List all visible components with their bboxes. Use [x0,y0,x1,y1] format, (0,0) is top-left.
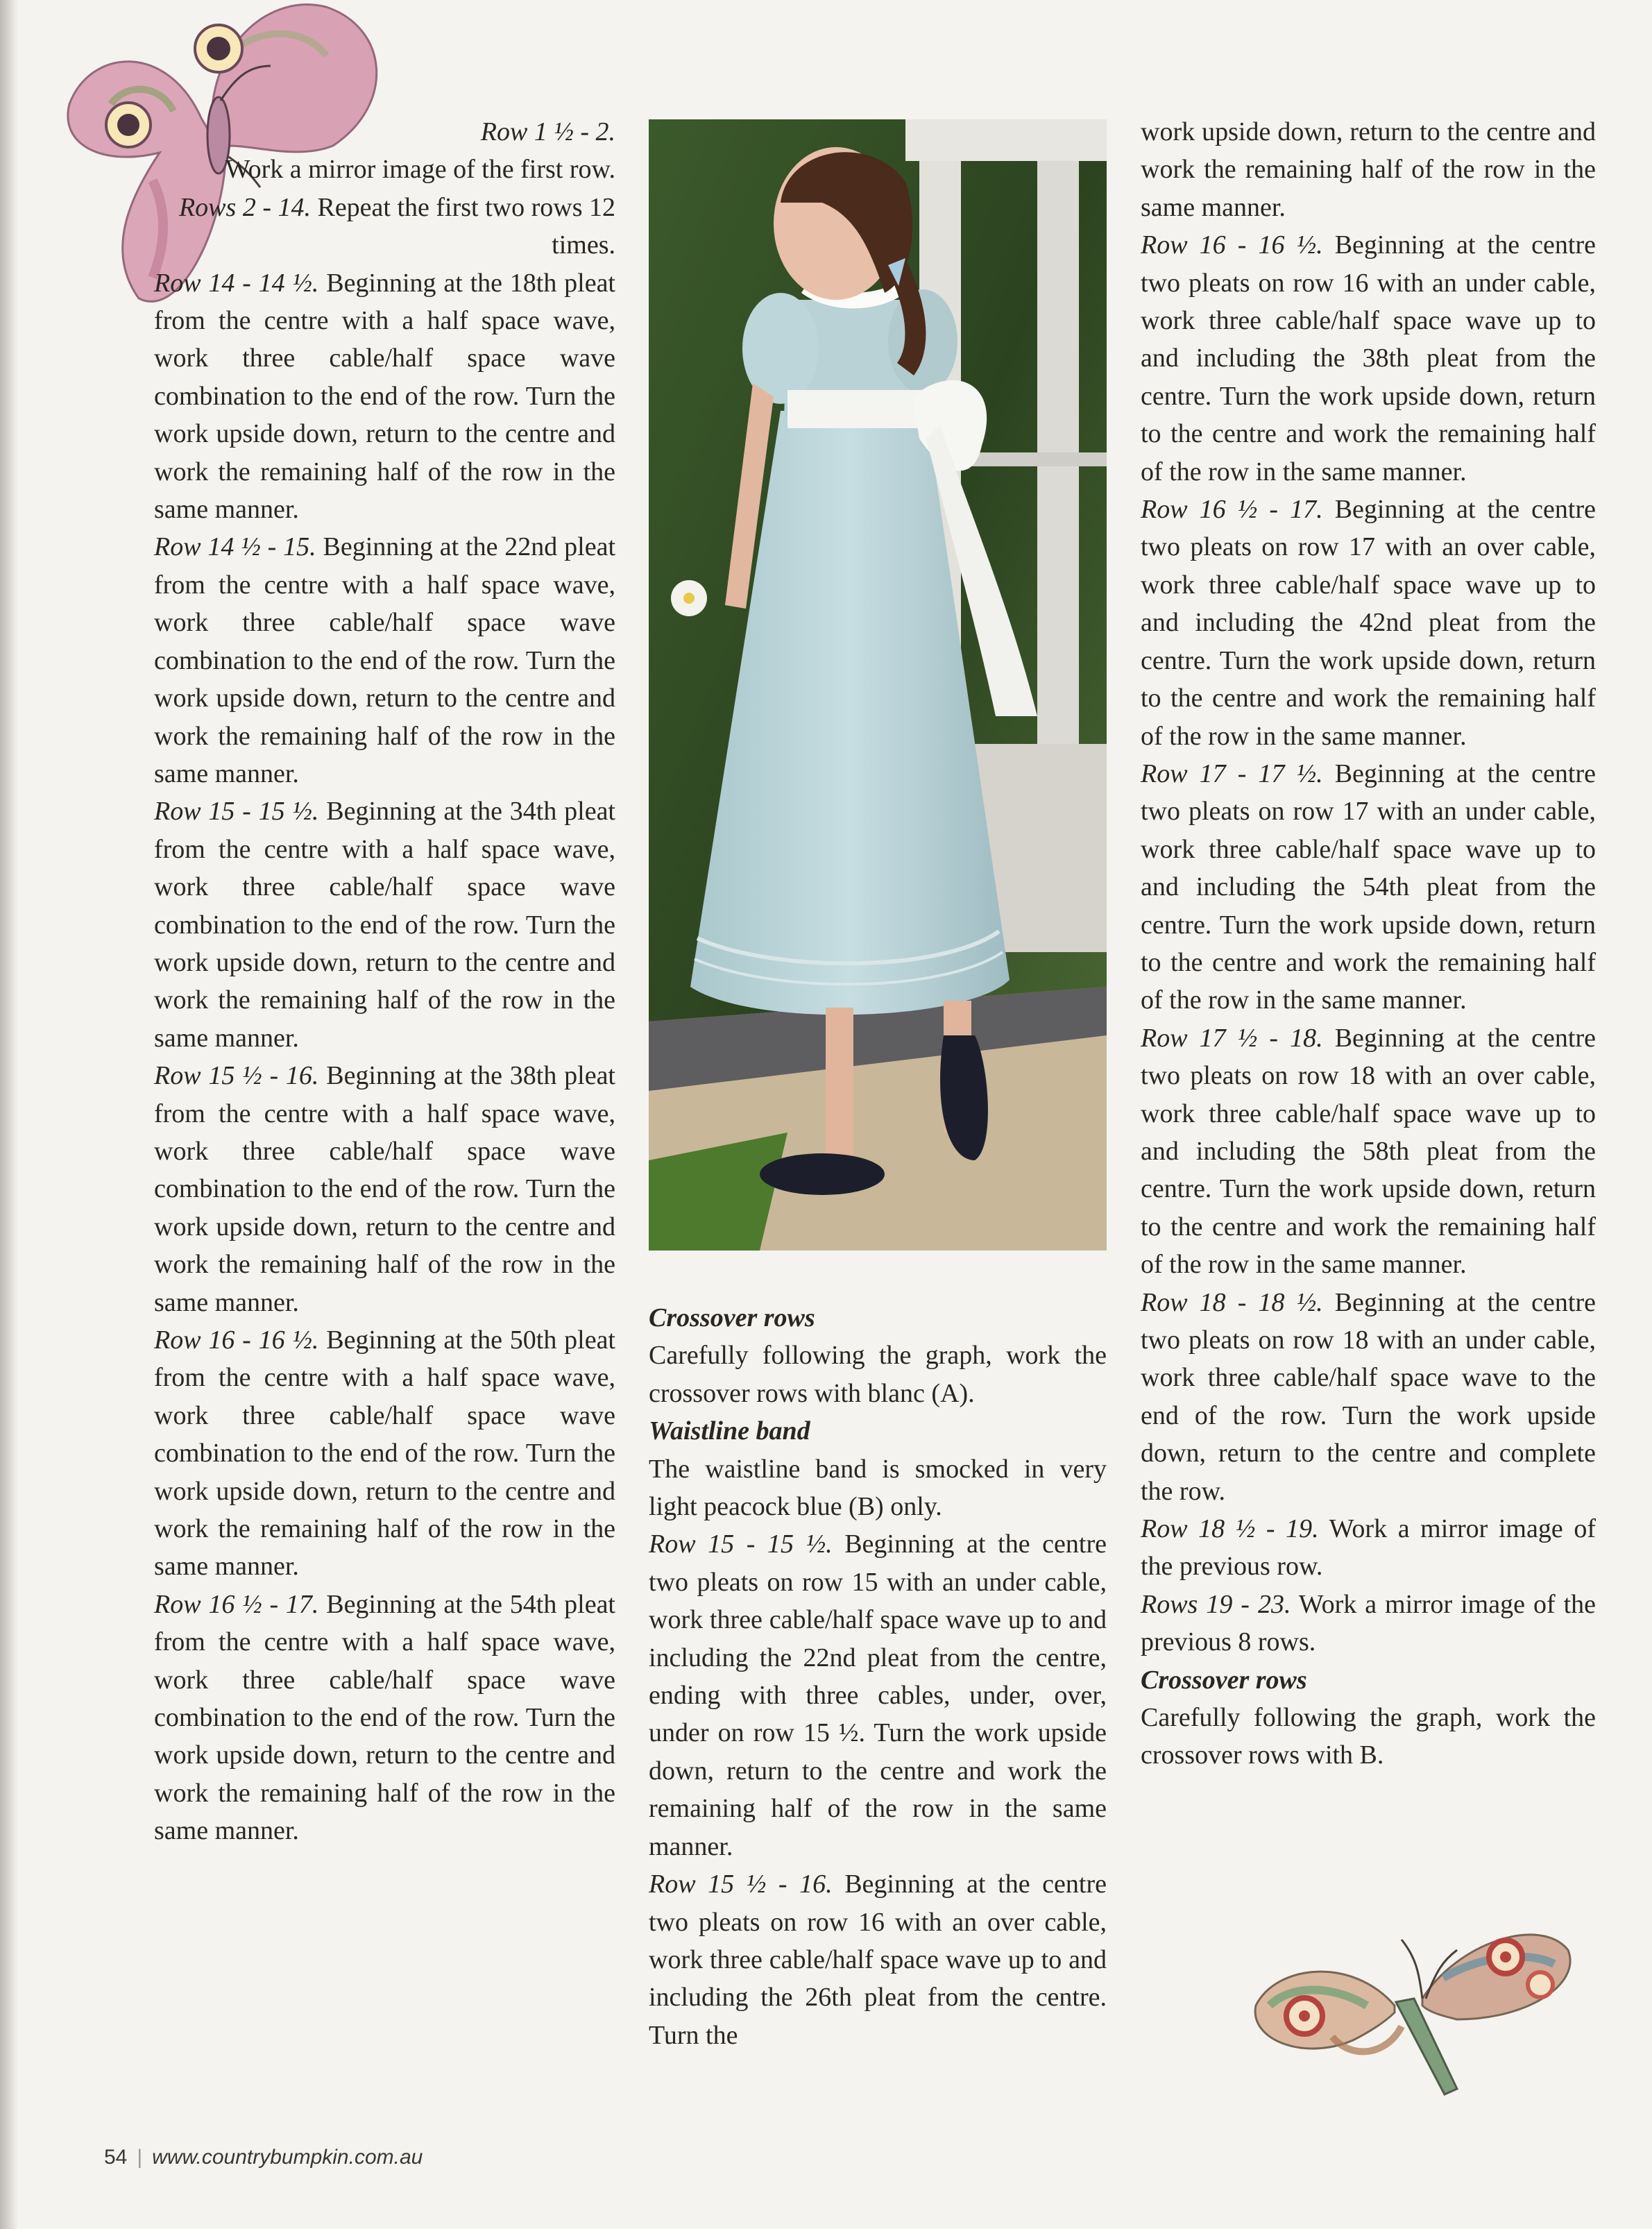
row-label: Row 18 ½ - 19. [1141,1514,1319,1544]
row-text: Beginning at the centre two pleats on row 15 with an under cable, work three cable/half space wave up to and including the 22nd pleat from the centre, ending with three cables, under, over, under on row 15 ½. Turn the work upside down, return to the centre and work the remaining half of the row in the same manner. [649,1529,1107,1861]
row-label: Rows 19 - 23. [1141,1589,1291,1619]
section-text: The waistline band is smocked in very light peacock blue (B) only. [649,1454,1107,1522]
row-text: Work a mirror image of the previous 8 rows. [1141,1589,1596,1657]
row-label: Row 1 ½ - 2. [480,117,615,146]
row-text: Beginning at the centre two pleats on row 17 with an over cable, work three cable/half space wave up to and including the 42nd pleat from the centre. Turn the work upside down, return to the centre and work the remaining half of the row in the same manner. [1141,495,1596,751]
row-label: Row 18 - 18 ½. [1141,1287,1323,1317]
footer-separator: | [137,2146,143,2169]
column-left [154,0,615,1850]
instruction-row [1141,1019,1596,1284]
row-text: Beginning at the 54th pleat from the centre with a half space wave, work three cable/half space wave combination to the end of the row. Turn the work upside down, return to the centre and work the remaining half of the row in the same manner. [154,1589,615,1846]
row-text: Beginning at the 38th pleat from the centre with a half space wave, work three cable/half space wave combination to the end of the row. Turn the work upside down, return to the centre and work the remaining half of the row in the same manner. [154,1061,615,1317]
instruction-row [154,1057,615,1321]
row-text: Beginning at the 34th pleat from the centre with a half space wave, work three cable/half space wave combination to the end of the row. Turn the work upside down, return to the centre and work the remaining half of the row in the same manner. [154,797,615,1053]
intro-row-label [154,113,615,189]
row-label: Row 16 ½ - 17. [154,1589,319,1619]
row-label: Row 16 - 16 ½. [154,1325,319,1355]
row-text: Repeat the first two rows 12 times. [310,192,615,260]
section-heading-crossover-rows: Crossover rows [649,1303,815,1332]
section-text: Carefully following the graph, work the crossover rows with blanc (A). [649,1341,1107,1408]
instruction-row [1141,1284,1596,1510]
instruction-row [1141,1510,1596,1586]
instruction-row [154,793,615,1057]
row-text: Beginning at the 22nd pleat from the centre with a half space wave, work three cable/half space wave combination to the end of the row. Turn the work upside down, return to the centre and work the remaining half of the row in the same manner. [154,532,615,788]
section-text: Carefully following the graph, work the crossover rows with B. [1141,1703,1596,1770]
row-text: Beginning at the centre two pleats on row 18 with an under cable, work three cable/half space wave to the end of the row. Turn the work upside down, return to the centre and complete the row. [1141,1287,1596,1506]
row-label: Row 16 ½ - 17. [1141,495,1323,525]
row-text: Beginning at the centre two pleats on row 17 with an under cable, work three cable/half space wave up to and including the 54th pleat from the centre. Turn the work upside down, return to the centre and work the remaining half of the row in the same manner. [1141,758,1596,1015]
row-label: Rows 2 - 14. [178,192,311,222]
row-label: Row 14 - 14 ½. [154,268,319,298]
row-text: Work a mirror image of the first row. [225,155,615,185]
footer-website-link[interactable]: www.countrybumpkin.com.au [152,2146,423,2169]
row-text: Beginning at the 50th pleat from the centre with a half space wave, work three cable/half space wave combination to the end of the row. Turn the work upside down, return to the centre and work the remaining half of the row in the same manner. [154,1325,615,1582]
column-left-intro [154,0,615,264]
row-text: Work a mirror image of the previous row. [1141,1514,1596,1582]
instruction-row [649,1525,1107,1865]
instruction-row [1141,1586,1596,1661]
section-heading-waistline-band: Waistline band [649,1416,810,1446]
column-middle [649,1299,1107,2054]
row-label: Row 14 ½ - 15. [154,532,316,562]
row-label: Row 15 - 15 ½. [154,797,319,827]
instruction-row [154,1321,615,1586]
row-label: Row 16 - 16 ½. [1141,230,1323,260]
instruction-row [649,1865,1107,2054]
row-label: Row 15 ½ - 16. [154,1061,319,1091]
instruction-row [1141,491,1596,755]
moth-illustration-icon [1249,1901,1582,2110]
instruction-row [154,264,615,529]
row-text: Beginning at the 18th pleat from the centre with a half space wave, work three cable/half space wave combination to the end of the row. Turn the work upside down, return to the centre and work the remaining half of the row in the same manner. [154,268,615,525]
row-label: Row 15 - 15 ½. [649,1529,833,1559]
intro-row [154,189,615,264]
row-label: Row 17 ½ - 18. [1141,1023,1323,1053]
photo-girl-smocked-dress [649,119,1107,1251]
instruction-row [1141,755,1596,1019]
instruction-row [1141,226,1596,491]
row-text: Beginning at the centre two pleats on row 18 with an over cable, work three cable/half space wave up to and including the 58th pleat from the centre. Turn the work upside down, return to the centre and work the remaining half of the row in the same manner. [1141,1023,1596,1280]
section-heading-crossover-rows: Crossover rows [1141,1665,1307,1695]
row-text: Beginning at the centre two pleats on row 16 with an under cable, work three cable/half space wave up to and including the 38th pleat from the centre. Turn the work upside down, return to the centre and work the remaining half of the row in the same manner. [1141,230,1596,486]
row-text: Beginning at the centre two pleats on row 16 with an over cable, work three cable/half space wave up to and including the 26th pleat from the centre. Turn the [649,1870,1107,2050]
page-number: 54 [104,2146,128,2169]
instruction-row [154,528,615,793]
continued-text: work upside down, return to the centre and work the remaining half of the row in the same manner. [1141,117,1596,222]
instruction-row [154,1586,615,1850]
page-spine-shadow [0,0,18,2229]
column-right [1141,113,1596,1774]
page-footer [104,2146,423,2169]
row-label: Row 17 - 17 ½. [1141,758,1323,788]
row-label: Row 15 ½ - 16. [649,1870,833,1899]
